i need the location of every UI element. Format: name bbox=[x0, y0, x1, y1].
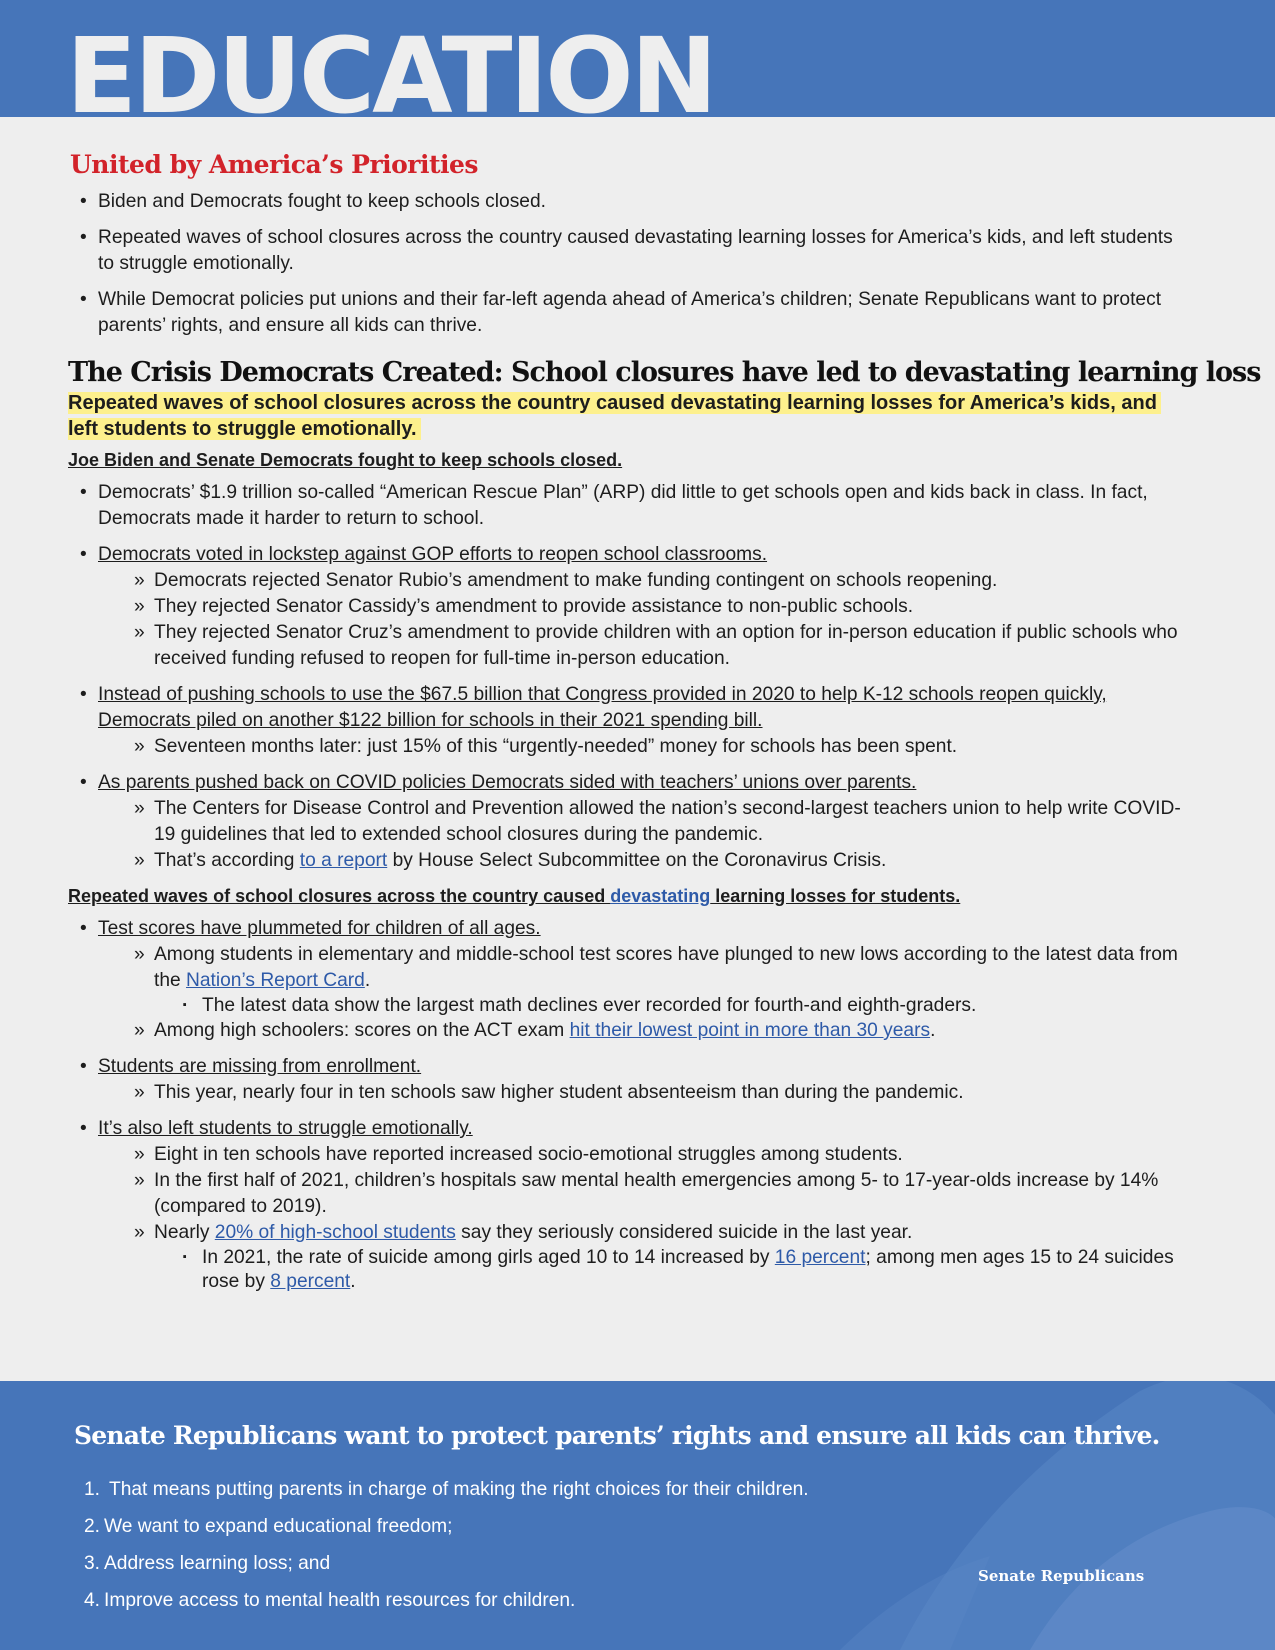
high-school-students-link[interactable]: 20% of high-school students bbox=[214, 1222, 456, 1243]
text: learning losses for students. bbox=[710, 886, 961, 906]
sublist-item: » They rejected Senator Cruz’s amendment to provide children with an option for in-person education if public schools who received funding refused to reopen for full-time in-person education. bbox=[98, 620, 1190, 672]
scores-sublist bbox=[98, 942, 1190, 1044]
report-link[interactable]: to a report bbox=[299, 850, 388, 871]
sublist-item bbox=[98, 942, 1190, 1018]
text: . bbox=[350, 1271, 356, 1292]
priorities-list bbox=[70, 189, 1190, 339]
list-item bbox=[70, 682, 1190, 760]
footer-item bbox=[84, 1551, 809, 1588]
footer-item bbox=[84, 1588, 809, 1625]
item-text: That means putting parents in charge of making the right choices for their children. bbox=[104, 1479, 809, 1500]
funding-label: Instead of pushing schools to use the $67.5 billion that Congress provided in 2020 to help K-12 schools reopen quickly, Democrats piled on another $122 billion for schools in their 2021 spending bill. bbox=[98, 684, 1107, 731]
senate-republicans-logo: Senate Republicans bbox=[978, 1567, 1145, 1585]
footer-list bbox=[84, 1477, 809, 1625]
sublist-item: » They rejected Senator Cassidy’s amendment to provide assistance to non-public schools. bbox=[98, 594, 1190, 620]
lockstep-sublist bbox=[98, 568, 1190, 672]
eight-percent-link[interactable]: 8 percent bbox=[270, 1271, 351, 1292]
item-text: Address learning loss; and bbox=[104, 1553, 331, 1574]
emotional-sublist bbox=[98, 1142, 1190, 1294]
list-item: • Biden and Democrats fought to keep schools closed. bbox=[70, 189, 1190, 215]
priorities-title: United by America’s Priorities bbox=[70, 150, 478, 179]
sublist-item: » Democrats rejected Senator Rubio’s amendment to make funding contingent on schools reopening. bbox=[98, 568, 1190, 594]
text: . bbox=[364, 970, 371, 991]
subsublist-item bbox=[154, 1246, 1190, 1294]
sublist-item: » Seventeen months later: just 15% of this “urgently-needed” money for schools has been spent. bbox=[98, 734, 1190, 760]
item-number: 1. bbox=[84, 1479, 101, 1500]
enrollment-sublist bbox=[98, 1080, 1190, 1106]
list-item bbox=[70, 1116, 1190, 1294]
item-number: 2. bbox=[84, 1516, 101, 1537]
subhead-schools-closed: Joe Biden and Senate Democrats fought to keep schools closed. bbox=[68, 450, 623, 470]
text: say they seriously considered suicide in the last year. bbox=[455, 1222, 913, 1243]
emotional-subsublist bbox=[154, 1246, 1190, 1294]
list-item bbox=[70, 1054, 1190, 1106]
learning-loss-list bbox=[70, 916, 1190, 1294]
item-number: 4. bbox=[84, 1590, 101, 1611]
list-item bbox=[70, 916, 1190, 1044]
sublist-item bbox=[98, 1018, 1190, 1044]
item-text: Improve access to mental health resources for children. bbox=[104, 1590, 576, 1611]
act-link[interactable]: hit their lowest point in more than 30 years bbox=[569, 1020, 931, 1041]
sixteen-percent-link[interactable]: 16 percent bbox=[774, 1247, 866, 1268]
sublist-item: » The Centers for Disease Control and Prevention allowed the nation’s second-largest teachers union to help write COVID-19 guidelines that led to extended school closures during the pandemic. bbox=[98, 796, 1190, 848]
devastating-link[interactable]: devastating bbox=[610, 886, 711, 906]
page-title: EDUCATION bbox=[66, 15, 715, 137]
footer-item bbox=[84, 1477, 809, 1514]
list-item: • Repeated waves of school closures across the country caused devastating learning losses for America’s kids, and left students to struggle emotionally. bbox=[70, 225, 1190, 277]
scores-subsublist bbox=[154, 994, 1190, 1018]
text: Nearly bbox=[154, 1222, 215, 1243]
text: by House Select Subcommittee on the Coronavirus Crisis. bbox=[387, 850, 887, 871]
text: In 2021, the rate of suicide among girls aged 10 to 14 increased by bbox=[202, 1247, 775, 1268]
list-item bbox=[70, 542, 1190, 672]
text: Among students in elementary and middle-school test scores have plunged to new lows according to the latest data from the bbox=[154, 944, 1178, 991]
list-item: • While Democrat policies put unions and their far-left agenda ahead of America’s children; Senate Republicans want to protect parents’ rights, and ensure all kids can thrive. bbox=[70, 287, 1190, 339]
item-text: We want to expand educational freedom; bbox=[104, 1516, 453, 1537]
footer-item bbox=[84, 1514, 809, 1551]
text: . bbox=[930, 1020, 936, 1041]
main-content bbox=[68, 150, 1261, 1304]
emotional-label: It’s also left students to struggle emotionally. bbox=[98, 1118, 473, 1139]
crisis-title: The Crisis Democrats Created: School closures have led to devastating learning loss bbox=[68, 357, 1261, 388]
subsublist-item: · The latest data show the largest math declines ever recorded for fourth-and eighth-graders. bbox=[154, 994, 1190, 1018]
funding-sublist bbox=[98, 734, 1190, 760]
text: Among high schoolers: scores on the ACT exam bbox=[154, 1020, 570, 1041]
list-item: • Democrats’ $1.9 trillion so-called “American Rescue Plan” (ARP) did little to get schools open and kids back in class. In fact, Democrats made it harder to return to school. bbox=[70, 480, 1190, 532]
sublist-item bbox=[98, 1220, 1190, 1294]
lockstep-label: Democrats voted in lockstep against GOP efforts to reopen school classrooms. bbox=[98, 544, 768, 565]
unions-sublist bbox=[98, 796, 1190, 874]
nations-report-card-link[interactable]: Nation’s Report Card bbox=[186, 970, 365, 991]
closures-list bbox=[70, 480, 1190, 874]
item-number: 3. bbox=[84, 1553, 101, 1574]
footer-band bbox=[0, 1381, 1275, 1650]
sublist-item: » In the first half of 2021, children’s hospitals saw mental health emergencies among 5- to 17-year-olds increase by 14% (compared to 2019). bbox=[98, 1168, 1190, 1220]
text: Repeated waves of school closures across the country caused bbox=[68, 886, 611, 906]
list-item bbox=[70, 770, 1190, 874]
highlight-text: Repeated waves of school closures across the country caused devastating learning losses for America’s kids, and left students to struggle emotionally. bbox=[68, 392, 1161, 440]
text: ; among men ages 15 to 24 suicides rose by bbox=[202, 1247, 1174, 1292]
sublist-item bbox=[98, 848, 1190, 874]
enrollment-label: Students are missing from enrollment. bbox=[98, 1056, 422, 1077]
sublist-item: » This year, nearly four in ten schools saw higher student absenteeism than during the pandemic. bbox=[98, 1080, 1190, 1106]
text: That’s according bbox=[154, 850, 300, 871]
footer-title: Senate Republicans want to protect parents’ rights and ensure all kids can thrive. bbox=[74, 1421, 1160, 1450]
scores-label: Test scores have plummeted for children of all ages. bbox=[98, 918, 541, 939]
sublist-item: » Eight in ten schools have reported increased socio-emotional struggles among students. bbox=[98, 1142, 1190, 1168]
subhead-learning-losses bbox=[68, 884, 1190, 908]
unions-label: As parents pushed back on COVID policies Democrats sided with teachers’ unions over parents. bbox=[98, 772, 917, 793]
highlight-block bbox=[68, 390, 1188, 442]
